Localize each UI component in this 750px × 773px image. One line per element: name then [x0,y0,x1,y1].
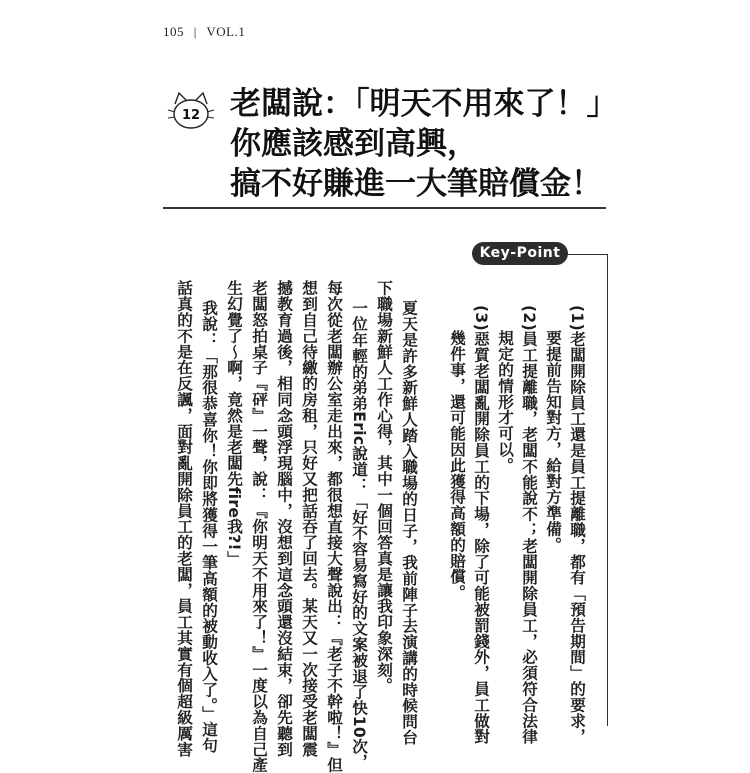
chapter-number: 12 [181,108,201,123]
page-header [163,24,245,40]
title-divider [163,207,606,209]
header-separator: | [193,24,197,39]
body-column: 生幻覺了～啊，竟然是老闆先fire我?!」 [225,280,243,567]
title-line-3: 搞不好賺進一大筆賠償金！ [230,166,602,202]
body-column: 夏天是許多新鮮人踏入職場的日子，我前陣子去演講的時候問台 [400,300,418,746]
key-point-bracket-top [568,254,608,255]
cat-face-icon [166,88,216,134]
key-point-column: 規定的情形才可以。 [496,330,514,474]
key-point-column: (2)員工提離職，老闆不能說不；老闆開除員工，必須符合法律 [520,305,538,745]
title-line-1: 老闆說：「明天不用來了！」 [230,86,618,122]
title-line-2: 你應該感到高興， [230,126,478,162]
chapter-badge [166,88,216,134]
body-column: 撼教育過後，相同念頭浮現腦中，沒想到這念頭還沒結束，卻先聽到 [275,280,293,757]
key-point-column: 幾件事，還可能因此獲得高額的賠償。 [448,330,466,601]
key-point-label: Key-Point [472,242,568,265]
body-column: 每次從老闆辦公室走出來，都很想直接大聲說出：『老子不幹啦！』但 [325,280,343,773]
body-column: 我說：「那很恭喜你！你即將獲得一筆高額的被動收入了。」這句 [200,300,218,754]
key-point-column: (1)老闆開除員工還是員工提離職，都有「預告期間」的要求， [568,305,586,745]
body-column: 一位年輕的弟弟Eric說道：「好不容易寫好的文案被退了快10次， [350,300,368,770]
body-column: 下職場新鮮人工作心得，其中一個回答真是讓我印象深刻。 [375,280,393,694]
page-number: 105 [163,24,184,39]
body-column: 老闆怒拍桌子『砰』一聲，說：『你明天不用來了！』一度以為自己產 [250,280,268,773]
volume-label: VOL.1 [206,24,246,39]
body-column: 想到自己待繳的房租，只好又把話吞了回去。某天又一次接受老闆震 [300,280,318,757]
body-column: 話真的不是在反諷，面對亂開除員工的老闆，員工其實有個超級厲害 [175,280,193,757]
key-point-column: (3)惡質老闆亂開除員工的下場，除了可能被罰錢外，員工做對 [472,305,490,745]
key-point-bracket-side [607,254,608,726]
key-point-column: 要提前告知對方，給對方準備。 [544,330,562,553]
chapter-title [230,84,618,204]
